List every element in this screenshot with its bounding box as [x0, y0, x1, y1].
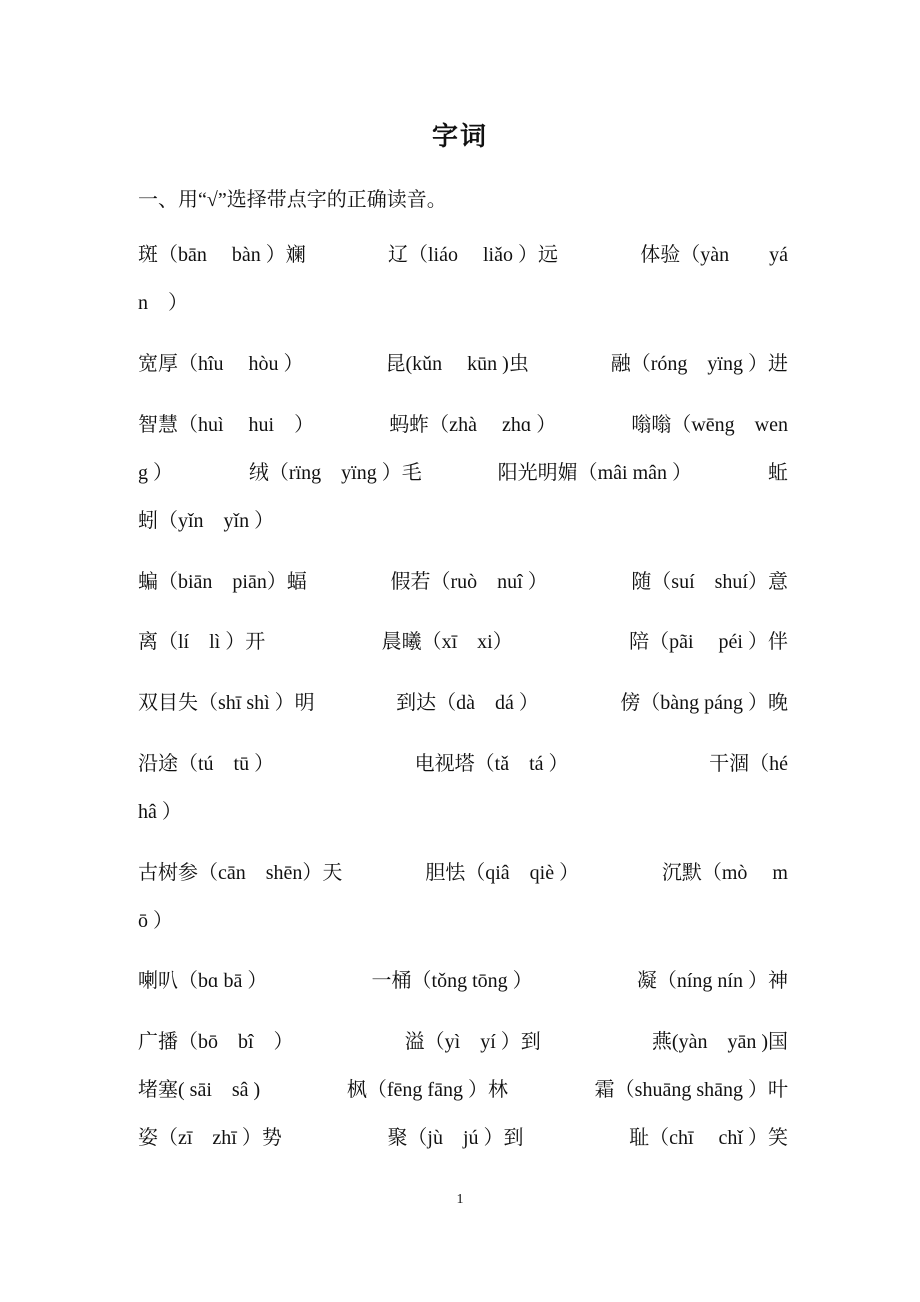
pinyin-item: 姿（zī zhī ）势	[138, 1127, 282, 1149]
pinyin-item: 傍（bàng páng ）晚	[620, 692, 788, 714]
exercise-line	[138, 461, 788, 485]
pinyin-item: 溢（yì yí ）到	[404, 1031, 541, 1053]
instruction: 一、用“√”选择带点字的正确读音。	[138, 189, 447, 211]
pinyin-item: 绒（rïng yïng ）毛	[248, 462, 422, 484]
pinyin-item: 斑（bān bàn ）斓	[138, 244, 306, 266]
exercise-line	[138, 570, 788, 594]
exercise-line	[138, 352, 788, 376]
pinyin-item: 广播（bō bî ）	[138, 1031, 294, 1053]
exercise-line	[138, 509, 788, 533]
pinyin-item: 耻（chī chǐ ）笑	[629, 1127, 788, 1149]
exercise-line	[138, 243, 788, 267]
exercise-line	[138, 861, 788, 885]
pinyin-item: 融（róng yïng ）进	[610, 353, 788, 375]
pinyin-item: 随（suí shuí）意	[631, 571, 788, 593]
pinyin-item: 假若（ruò nuî ）	[390, 571, 548, 593]
pinyin-item: 聚（jù jú ）到	[387, 1127, 524, 1149]
pinyin-item: n ）	[138, 292, 188, 314]
pinyin-item: 离（lí lì ）开	[138, 631, 266, 653]
pinyin-item: 蝙（biān piān）蝠	[138, 571, 307, 593]
pinyin-item: 沉默（mò m	[661, 862, 788, 884]
pinyin-item: 阳光明媚（mâi mân ）	[497, 462, 693, 484]
exercise-line	[138, 1126, 788, 1150]
pinyin-item: 霜（shuāng shāng ）叶	[594, 1079, 788, 1101]
exercise-line	[138, 752, 788, 776]
exercise-line	[138, 1078, 788, 1102]
pinyin-item: 双目失（shī shì ）明	[138, 692, 315, 714]
pinyin-item: ō ）	[138, 910, 173, 932]
pinyin-item: 蚓（yǐn yǐn ）	[138, 510, 275, 532]
pinyin-item: 到达（dà dá ）	[396, 692, 539, 714]
pinyin-item: 燕(yàn yān )国	[651, 1031, 788, 1053]
pinyin-item: 电视塔（tǎ tá ）	[414, 753, 569, 775]
exercise-line	[138, 1030, 788, 1054]
exercise-line	[138, 969, 788, 993]
pinyin-item: 嗡嗡（wēng wen	[631, 414, 788, 436]
pinyin-item: 蚯	[767, 462, 788, 484]
pinyin-item: 古树参（cān shēn）天	[138, 862, 343, 884]
pinyin-item: 晨曦（xī xi）	[381, 631, 513, 653]
pinyin-item: 宽厚（hîu hòu ）	[138, 353, 304, 375]
pinyin-item: 干涸（hé	[709, 753, 788, 775]
exercise-line	[138, 413, 788, 437]
exercise-line	[138, 630, 788, 654]
exercise-line	[138, 909, 788, 933]
pinyin-item: 枫（fēng fāng ）林	[346, 1079, 508, 1101]
page-title: 字词	[431, 122, 488, 151]
pinyin-item: g ）	[138, 462, 173, 484]
pinyin-item: 喇叭（bɑ bā ）	[138, 970, 268, 992]
pinyin-item: 昆(kǔn kūn )虫	[385, 353, 529, 375]
pinyin-item: 智慧（huì hui ）	[138, 414, 315, 436]
exercise-line	[138, 800, 788, 824]
pinyin-item: 沿途（tú tū ）	[138, 753, 275, 775]
pinyin-item: hâ ）	[138, 801, 182, 823]
pinyin-item: 胆怯（qiâ qiè ）	[425, 862, 580, 884]
pinyin-item: 辽（liáo liǎo ）远	[388, 244, 558, 266]
exercise-line	[138, 291, 788, 315]
pinyin-item: 堵塞( sāi sâ )	[138, 1079, 261, 1101]
pinyin-item: 蚂蚱（zhà zhɑ ）	[389, 414, 557, 436]
pinyin-item: 一桶（tǒng tōng ）	[371, 970, 533, 992]
pinyin-item: 凝（níng nín ）神	[636, 970, 788, 992]
exercise-line	[138, 691, 788, 715]
page-number: 1	[456, 1192, 464, 1207]
pinyin-item: 体验（yàn yá	[640, 244, 788, 266]
pinyin-item: 陪（pãi péi ）伴	[629, 631, 788, 653]
